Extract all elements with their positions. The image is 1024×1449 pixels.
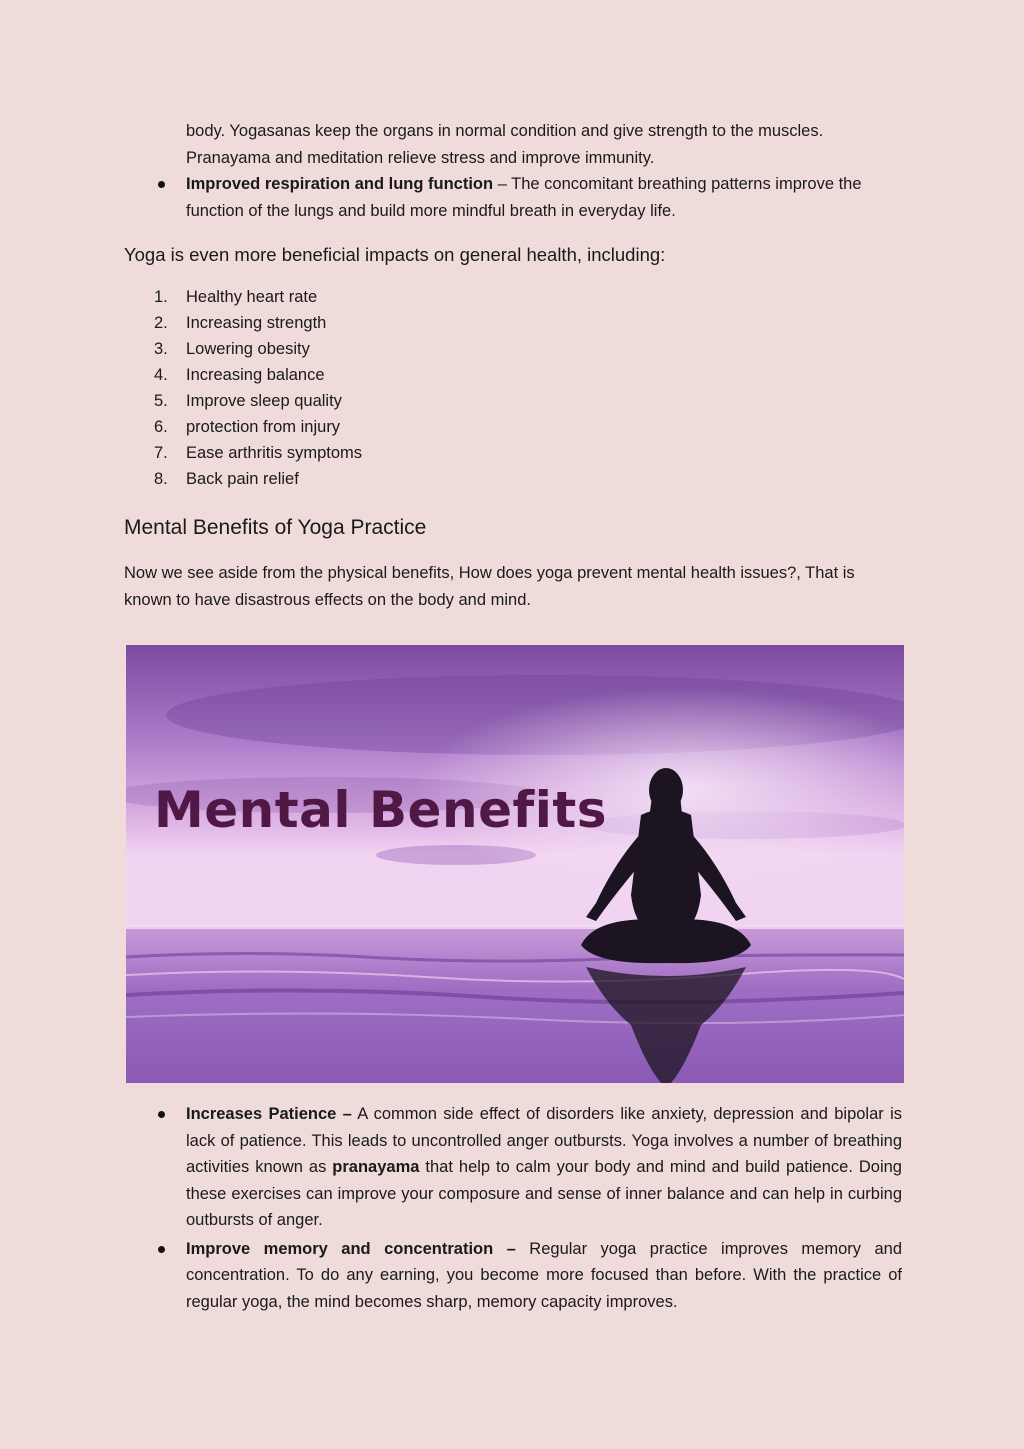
list-item (124, 466, 904, 492)
bullet-icon (158, 1111, 165, 1118)
section-heading: Mental Benefits of Yoga Practice (124, 516, 427, 539)
list-item (124, 362, 904, 388)
memory-text: Regular yoga practice improves memory and concentration. To do any earning, you become more focused than before. With the practice of regular yoga, the mind becomes sharp, memory capacity improves. (186, 1239, 902, 1311)
pranayama-bold: pranayama (332, 1158, 420, 1176)
continued-line-2: Pranayama and meditation relieve stress and improve immunity. (186, 148, 655, 167)
top-bullet-list (124, 171, 904, 224)
list-number: 6. (154, 418, 168, 436)
list-item (124, 284, 904, 310)
hero-title: Mental Benefits (154, 781, 608, 839)
list-text: Improve sleep quality (186, 392, 342, 410)
list-number: 3. (154, 340, 168, 358)
patience-text-2: that help to calm your body and mind and build patience. Doing these exercises can improve your composure and sense of inner balance and can help in curbing outbursts of anger. (186, 1158, 902, 1229)
memory-bold-label: Improve memory and concentration – (186, 1239, 516, 1258)
bullet-text: – The concomitant breathing patterns improve the function of the lungs and build more mindful breath in everyday life. (186, 175, 862, 220)
list-item (124, 388, 904, 414)
list-text: Back pain relief (186, 470, 299, 488)
list-number: 8. (154, 470, 168, 488)
hero-image (126, 645, 904, 1083)
section-description: Now we see aside from the physical benefits, How does yoga prevent mental health issues?, That is known to have disastrous effects on the body and mind. (124, 564, 855, 609)
list-number: 4. (154, 366, 168, 384)
list-number: 5. (154, 392, 168, 410)
patience-text-1: A common side effect of disorders like anxiety, depression and bipolar is lack of patience. This leads to uncontrolled anger outbursts. Yoga involves a number of breathing activities known as (186, 1105, 902, 1176)
list-item (124, 336, 904, 362)
list-item (124, 414, 904, 440)
list-item (124, 1236, 902, 1316)
list-text: Ease arthritis symptoms (186, 444, 363, 462)
patience-bold-label: Increases Patience – (186, 1105, 352, 1123)
list-text: Increasing balance (186, 366, 325, 384)
bullet-icon (158, 181, 165, 188)
meditation-scene-illustration (126, 645, 904, 1083)
health-benefits-list (124, 284, 904, 492)
continued-paragraph (124, 118, 904, 171)
bullet-icon (158, 1246, 165, 1253)
list-number: 1. (154, 288, 168, 306)
list-item (124, 310, 904, 336)
continued-line-1: body. Yogasanas keep the organs in normal condition and give strength to the muscles. (186, 122, 824, 140)
list-item (124, 440, 904, 466)
list-text: Increasing strength (186, 314, 327, 332)
list-text: Healthy heart rate (186, 288, 318, 306)
list-item (124, 1101, 902, 1234)
list-text: Lowering obesity (186, 340, 310, 358)
list-number: 7. (154, 444, 168, 462)
list-text: protection from injury (186, 418, 341, 436)
intro-text: Yoga is even more beneficial impacts on general health, including: (124, 244, 666, 265)
list-number: 2. (154, 314, 168, 332)
bullet-bold-label: Improved respiration and lung function (186, 175, 494, 193)
mental-benefits-list (124, 1101, 902, 1315)
document-page (124, 118, 904, 613)
list-item (124, 171, 904, 224)
mental-benefits-section (124, 1101, 902, 1317)
